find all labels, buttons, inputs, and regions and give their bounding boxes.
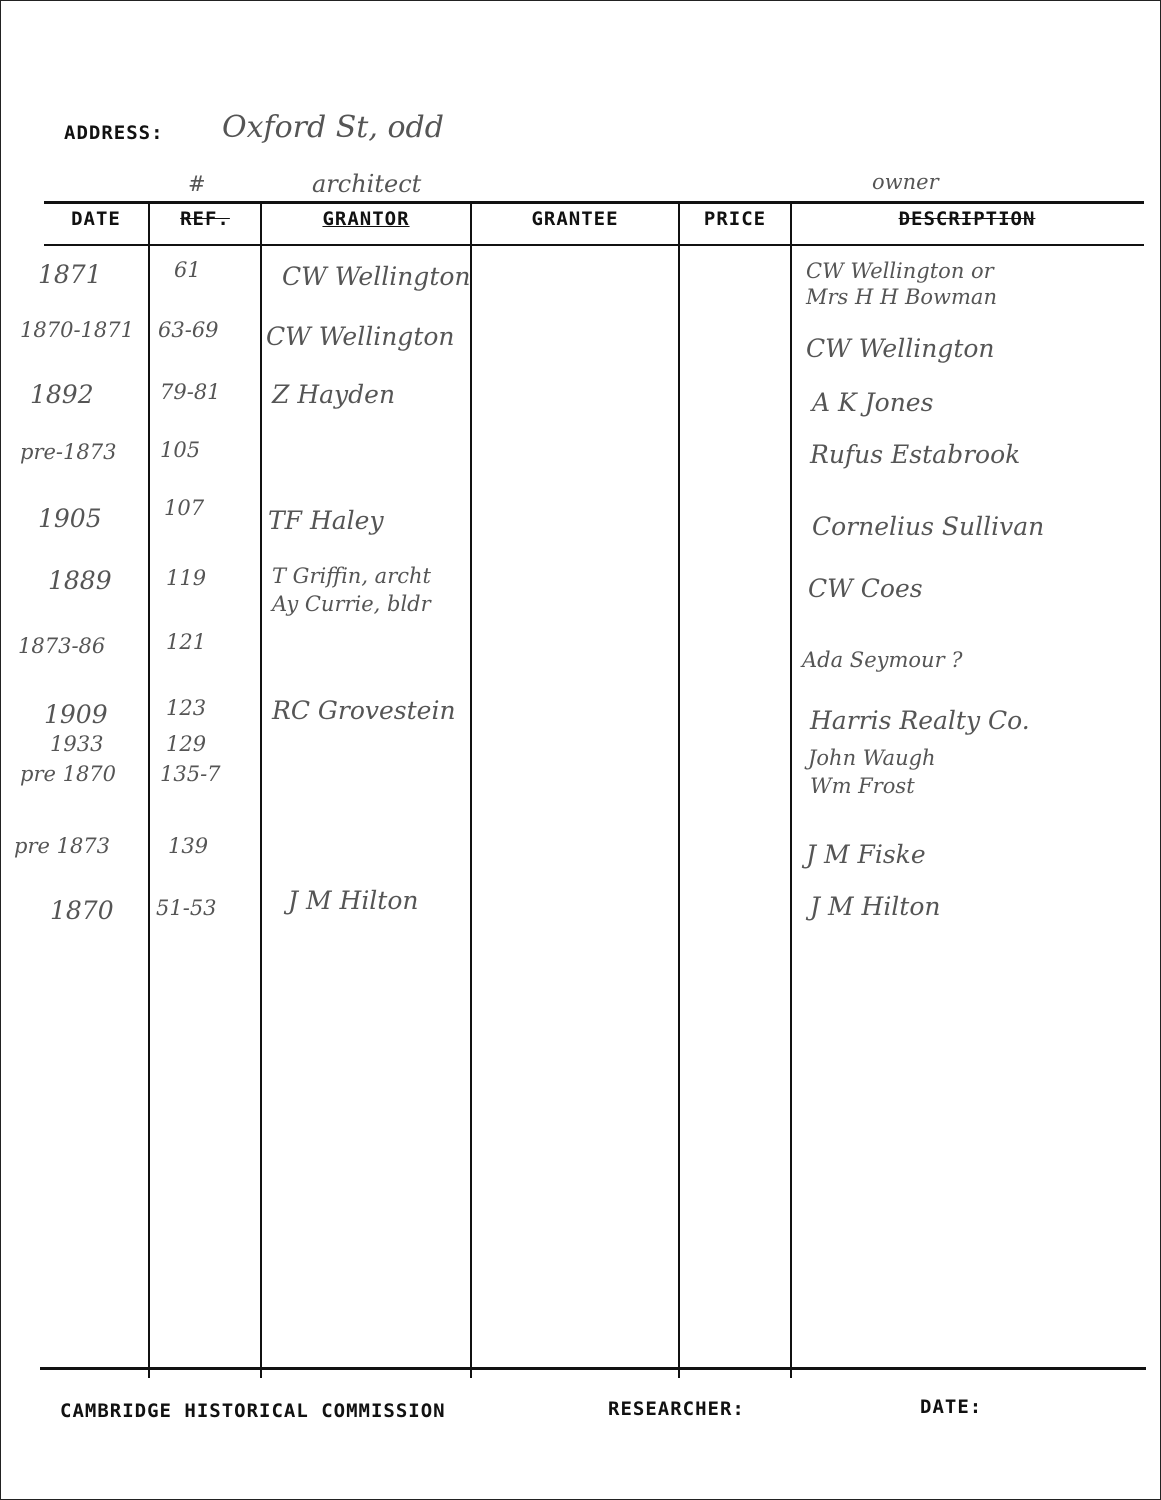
divider-price-description <box>790 202 792 1378</box>
col-header-grantor: GRANTOR <box>322 208 410 230</box>
row-ref: 121 <box>166 630 207 654</box>
footer-researcher-label: RESEARCHER: <box>608 1398 745 1420</box>
footer-date-label: DATE: <box>920 1396 983 1418</box>
row-ref: 139 <box>168 834 209 858</box>
col-header-price: PRICE <box>703 208 767 230</box>
row-description: J M Hilton <box>810 892 941 921</box>
row-grantor: T Griffin, archt Ay Currie, bldr <box>272 564 431 616</box>
row-ref: 61 <box>174 258 201 282</box>
row-ref: 135-7 <box>160 762 221 786</box>
row-date: 1889 <box>48 566 112 595</box>
row-ref: 79-81 <box>160 380 221 404</box>
row-grantor: Z Hayden <box>272 380 396 409</box>
row-date: 1870 <box>50 896 114 925</box>
row-description: J M Fiske <box>806 840 926 869</box>
footer-commission: CAMBRIDGE HISTORICAL COMMISSION <box>60 1400 446 1422</box>
address-label: ADDRESS: <box>64 122 164 144</box>
row-description: CW Wellington <box>806 334 995 363</box>
grantor-annotation: architect <box>312 170 422 198</box>
row-ref: 51-53 <box>156 896 217 920</box>
row-description: Wm Frost <box>810 774 915 798</box>
row-date: 1870-1871 <box>20 318 134 342</box>
divider-ref-grantor <box>260 202 262 1378</box>
row-description: Rufus Estabrook <box>810 440 1021 469</box>
row-grantor: CW Wellington <box>266 322 455 351</box>
row-date: 1892 <box>30 380 94 409</box>
row-ref: 123 <box>166 696 207 720</box>
row-date: 1871 <box>38 260 102 289</box>
row-ref: 63-69 <box>158 318 219 342</box>
row-grantor: TF Haley <box>268 506 384 535</box>
row-date: 1905 <box>38 504 102 533</box>
row-date: pre 1870 <box>20 762 117 786</box>
row-description: Ada Seymour ? <box>802 648 963 672</box>
description-annotation: owner <box>872 170 939 194</box>
row-ref: 107 <box>164 496 205 520</box>
row-date: 1933 <box>50 732 104 756</box>
row-grantor: CW Wellington <box>282 262 471 291</box>
row-ref: 105 <box>160 438 201 462</box>
table-bottom-rule <box>40 1367 1146 1370</box>
row-description: Harris Realty Co. <box>810 706 1030 735</box>
divider-grantee-price <box>678 202 680 1378</box>
table-top-rule <box>44 201 1144 204</box>
address-value: Oxford St, odd <box>222 110 444 145</box>
col-header-grantee: GRANTEE <box>531 208 619 230</box>
col-header-date: DATE <box>71 208 121 230</box>
row-ref: 119 <box>166 566 207 590</box>
row-description: CW Coes <box>808 574 923 603</box>
row-date: 1909 <box>44 700 108 729</box>
divider-date-ref <box>148 202 150 1378</box>
row-date: pre 1873 <box>14 834 111 858</box>
row-description: Cornelius Sullivan <box>812 512 1045 541</box>
row-description: CW Wellington or Mrs H H Bowman <box>806 259 997 309</box>
header-bottom-rule <box>44 244 1144 246</box>
col-header-description: DESCRIPTION <box>898 208 1036 230</box>
divider-grantor-grantee <box>470 202 472 1378</box>
row-date: 1873-86 <box>18 634 106 658</box>
row-description: A K Jones <box>812 388 934 417</box>
row-grantor: RC Grovestein <box>272 696 456 725</box>
col-header-ref: REF. <box>180 208 230 230</box>
row-description: John Waugh <box>808 746 936 770</box>
row-grantor: J M Hilton <box>288 886 419 915</box>
row-date: pre-1873 <box>20 440 117 464</box>
ref-annotation: # <box>188 172 206 196</box>
row-ref: 129 <box>166 732 207 756</box>
